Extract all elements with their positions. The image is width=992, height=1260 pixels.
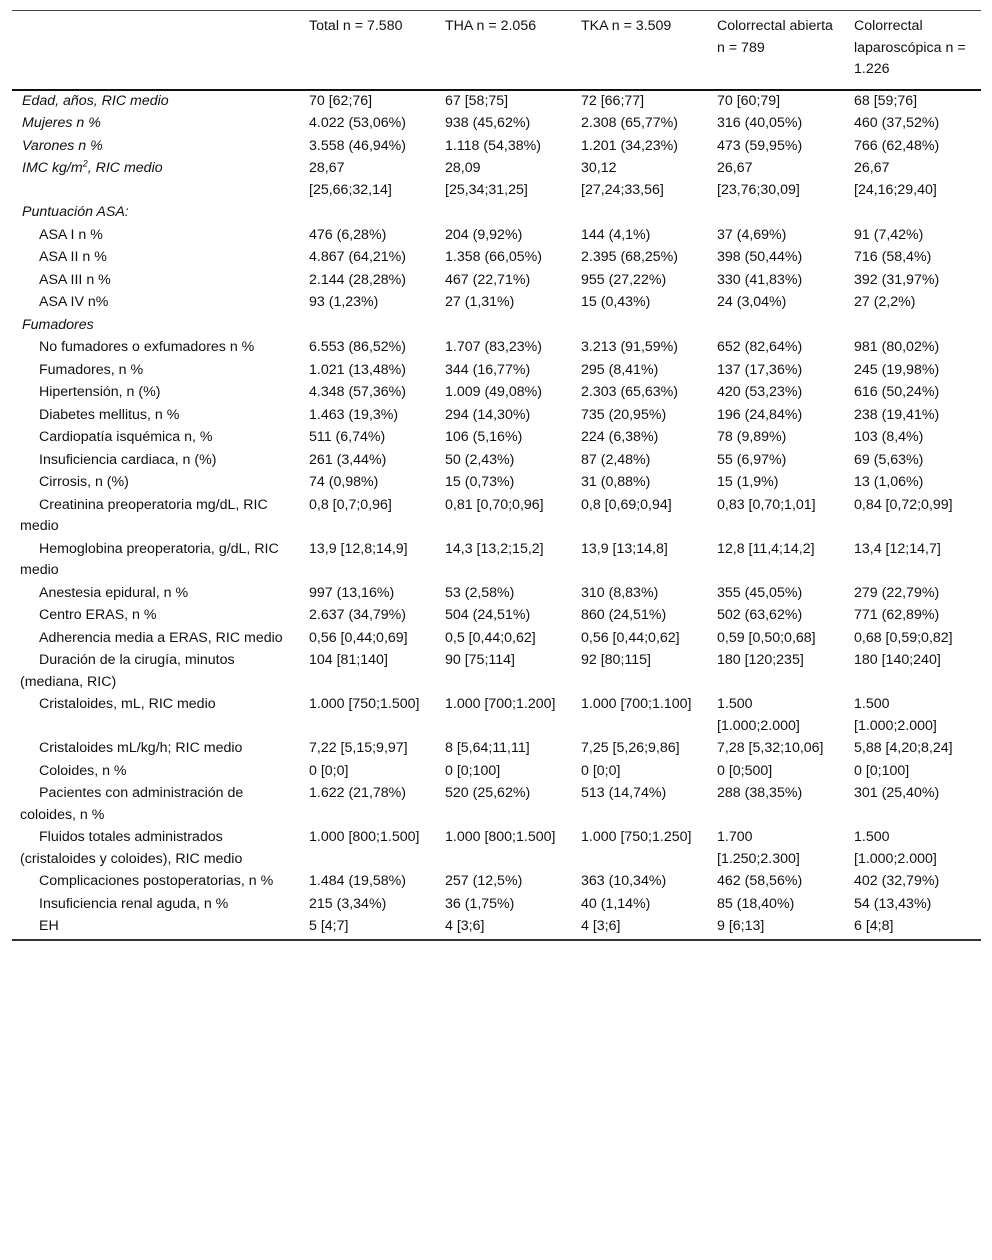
table-cell: 37 (4,69%) [717, 226, 787, 243]
table-cell: 4 [3;6] [445, 918, 485, 934]
table-row [12, 916, 981, 940]
table-cell: 0 [0;100] [854, 762, 910, 779]
table-row [12, 90, 981, 114]
table-cell: 78 (9,89%) [717, 429, 787, 445]
table-row [12, 315, 981, 338]
table-cell: 0 [0;0] [309, 762, 349, 779]
table-cell: 476 (6,28%) [309, 226, 387, 243]
table-cell: 938 (45,62%) [445, 115, 531, 131]
column-header: Total n = 7.580 [309, 18, 403, 34]
table-cell: 30,12 [27,24;33,56] [581, 160, 664, 198]
table-cell: 288 (38,35%) [717, 785, 803, 801]
table-cell: 28,09 [25,34;31,25] [445, 160, 528, 198]
table-cell: 467 (22,71%) [445, 271, 531, 288]
table-cell: 103 (8,4%) [854, 429, 924, 445]
table-cell: 0,84 [0,72;0,99] [854, 496, 953, 513]
table-cell: 716 (58,4%) [854, 249, 932, 265]
row-label: Centro ERAS, n % [39, 607, 157, 623]
table-cell: 1.000 [700;1.200] [445, 696, 556, 712]
table-cell [707, 202, 844, 225]
table-cell: 363 (10,34%) [581, 873, 667, 889]
table-cell: 137 (17,36%) [717, 361, 803, 378]
row-label: Cirrosis, n (%) [39, 474, 129, 490]
table-row [12, 738, 981, 761]
row-label-text: IMC kg/m [22, 160, 83, 176]
data-table [12, 10, 981, 941]
table-cell: 196 (24,84%) [717, 406, 803, 423]
data-table-container [12, 10, 981, 941]
row-label: ASA II n % [39, 249, 107, 265]
table-cell: 1.484 (19,58%) [309, 873, 407, 889]
table-cell: 502 (63,62%) [717, 607, 803, 623]
row-label: ASA IV n% [39, 294, 109, 310]
table-cell: 257 (12,5%) [445, 873, 523, 889]
table-cell: 0 [0;500] [717, 762, 773, 779]
table-cell: 7,28 [5,32;10,06] [717, 740, 824, 756]
table-cell: 5,88 [4,20;8,24] [854, 740, 953, 756]
table-row [12, 871, 981, 894]
table-cell: 69 (5,63%) [854, 451, 924, 468]
row-label-text: , RIC medio [87, 160, 163, 176]
header-row [12, 11, 981, 90]
table-cell: 0,56 [0,44;0,69] [309, 629, 408, 646]
table-cell: 70 [60;79] [717, 92, 781, 109]
table-cell: 70 [62;76] [309, 92, 373, 109]
table-cell: 1.500 [1.000;2.000] [854, 696, 937, 734]
table-cell [571, 315, 707, 338]
table-cell: 5 [4;7] [309, 918, 349, 934]
table-cell: 7,22 [5,15;9,97] [309, 740, 408, 756]
table-cell: 55 (6,97%) [717, 451, 787, 468]
row-label: Insuficiencia renal aguda, n % [39, 895, 229, 912]
table-cell: 4 [3;6] [581, 918, 621, 934]
table-cell [435, 202, 571, 225]
table-row [12, 136, 981, 159]
table-body [12, 90, 981, 940]
table-cell: 392 (31,97%) [854, 271, 940, 288]
table-row [12, 225, 981, 248]
table-cell: 31 (0,88%) [581, 474, 651, 490]
row-label: Complicaciones postoperatorias, n % [39, 873, 274, 889]
table-cell: 981 (80,02%) [854, 339, 940, 355]
column-header: Colorrectal laparoscópica n = 1.226 [854, 18, 966, 77]
row-label-superscript: 2 [82, 158, 88, 169]
row-label [12, 158, 299, 202]
table-cell: 735 (20,95%) [581, 406, 667, 423]
table-cell: 1.500 [1.000;2.000] [717, 696, 800, 734]
row-label: Cardiopatía isquémica n, % [39, 429, 213, 445]
table-cell: 40 (1,14%) [581, 895, 651, 912]
table-cell: 2.144 (28,28%) [309, 271, 407, 288]
table-cell: 27 (1,31%) [445, 294, 515, 310]
table-cell: 106 (5,16%) [445, 429, 523, 445]
table-cell: 295 (8,41%) [581, 361, 659, 378]
row-label: Duración de la cirugía, minutos (mediana, RIC) [20, 652, 235, 690]
table-row [12, 247, 981, 270]
table-cell: 204 (9,92%) [445, 226, 523, 243]
table-cell: 0,8 [0,7;0,96] [309, 496, 392, 513]
table-cell: 1.500 [1.000;2.000] [854, 829, 937, 867]
table-cell: 2.308 (65,77%) [581, 115, 679, 131]
table-cell: 87 (2,48%) [581, 451, 651, 468]
row-label: Edad, años, RIC medio [22, 92, 169, 109]
table-cell: 462 (58,56%) [717, 873, 803, 889]
table-cell: 26,67 [23,76;30,09] [717, 160, 800, 198]
table-cell [299, 315, 435, 338]
table-cell: 7,25 [5,26;9,86] [581, 740, 680, 756]
table-row [12, 427, 981, 450]
table-cell: 15 (0,43%) [581, 294, 651, 310]
column-header: Colorrectal abierta n = 789 [717, 18, 833, 56]
table-row [12, 539, 981, 583]
table-cell: 0,5 [0,44;0,62] [445, 629, 536, 646]
table-cell: 771 (62,89%) [854, 607, 940, 623]
row-label: No fumadores o exfumadores n % [39, 339, 255, 355]
table-cell: 0,56 [0,44;0,62] [581, 629, 680, 646]
table-cell [299, 202, 435, 225]
table-cell: 15 (0,73%) [445, 474, 515, 490]
table-cell: 0 [0;0] [581, 762, 621, 779]
row-label: Creatinina preoperatoria mg/dL, RIC medio [20, 496, 268, 534]
table-cell: 180 [120;235] [717, 652, 804, 668]
table-cell: 1.622 (21,78%) [309, 785, 407, 801]
table-cell: 92 [80;115] [581, 652, 651, 668]
table-row [12, 605, 981, 628]
row-label: Anestesia epidural, n % [39, 584, 189, 601]
row-label: Diabetes mellitus, n % [39, 406, 180, 423]
table-cell: 74 (0,98%) [309, 474, 379, 490]
table-cell: 1.000 [750;1.250] [581, 829, 692, 845]
table-cell: 1.463 (19,3%) [309, 406, 399, 423]
table-cell: 0,68 [0,59;0,82] [854, 629, 953, 646]
table-row [12, 827, 981, 871]
table-cell: 860 (24,51%) [581, 607, 667, 623]
table-cell: 0,59 [0,50;0,68] [717, 629, 816, 646]
row-label: Adherencia media a ERAS, RIC medio [39, 629, 283, 646]
table-cell [435, 315, 571, 338]
table-row [12, 202, 981, 225]
table-cell: 53 (2,58%) [445, 584, 515, 601]
table-cell: 4.348 (57,36%) [309, 384, 407, 400]
row-label: Mujeres n % [22, 115, 101, 131]
table-cell [707, 315, 844, 338]
table-row [12, 472, 981, 495]
table-cell: 13,9 [13;14,8] [581, 540, 668, 557]
table-cell: 144 (4,1%) [581, 226, 651, 243]
table-cell: 93 (1,23%) [309, 294, 379, 310]
row-label: Hipertensión, n (%) [39, 384, 161, 400]
table-cell: 67 [58;75] [445, 92, 509, 109]
table-cell: 261 (3,44%) [309, 451, 387, 468]
table-cell: 0 [0;100] [445, 762, 501, 779]
column-header: TKA n = 3.509 [581, 18, 672, 34]
table-cell: 13,4 [12;14,7] [854, 540, 941, 557]
table-cell: 511 (6,74%) [309, 429, 386, 445]
table-cell: 398 (50,44%) [717, 249, 803, 265]
table-cell: 330 (41,83%) [717, 271, 803, 288]
table-cell: 104 [81;140] [309, 652, 388, 668]
table-cell: 766 (62,48%) [854, 137, 940, 154]
table-row [12, 382, 981, 405]
table-cell: 68 [59;76] [854, 92, 918, 109]
table-cell: 355 (45,05%) [717, 584, 803, 601]
table-cell: 85 (18,40%) [717, 895, 795, 912]
table-cell: 1.000 [750;1.500] [309, 696, 420, 712]
row-label: Fumadores, n % [39, 361, 144, 378]
table-cell: 1.118 (54,38%) [445, 137, 541, 154]
table-cell: 1.000 [800;1.500] [309, 829, 420, 845]
table-cell: 279 (22,79%) [854, 584, 940, 601]
table-cell: 1.358 (66,05%) [445, 249, 543, 265]
table-cell: 1.000 [700;1.100] [581, 696, 692, 712]
table-cell: 460 (37,52%) [854, 115, 940, 131]
table-cell: 12,8 [11,4;14,2] [717, 540, 815, 557]
table-cell: 955 (27,22%) [581, 271, 667, 288]
table-cell: 238 (19,41%) [854, 406, 940, 423]
table-cell: 15 (1,9%) [717, 474, 779, 490]
table-cell [571, 202, 707, 225]
table-cell: 294 (14,30%) [445, 406, 531, 423]
table-cell: 90 [75;114] [445, 652, 515, 668]
table-cell: 1.021 (13,48%) [309, 361, 407, 378]
table-cell: 14,3 [13,2;15,2] [445, 540, 544, 557]
table-row [12, 292, 981, 315]
table-row [12, 694, 981, 738]
table-row [12, 405, 981, 428]
table-cell: 0,8 [0,69;0,94] [581, 496, 672, 513]
table-row [12, 450, 981, 473]
table-cell: 9 [6;13] [717, 918, 765, 934]
table-cell: 6.553 (86,52%) [309, 339, 407, 355]
table-row [12, 628, 981, 651]
row-label: Insuficiencia cardiaca, n (%) [39, 451, 217, 468]
table-cell: 27 (2,2%) [854, 294, 916, 310]
table-cell: 652 (82,64%) [717, 339, 803, 355]
table-cell: 513 (14,74%) [581, 785, 667, 801]
table-row [12, 360, 981, 383]
table-cell: 301 (25,40%) [854, 785, 940, 801]
table-cell: 13 (1,06%) [854, 474, 924, 490]
table-cell: 3.558 (46,94%) [309, 137, 407, 154]
row-label: Cristaloides mL/kg/h; RIC medio [39, 740, 243, 756]
table-row [12, 113, 981, 136]
row-label: Hemoglobina preoperatoria, g/dL, RIC medio [20, 540, 279, 578]
table-cell: 8 [5,64;11,11] [445, 740, 530, 756]
table-cell: 180 [140;240] [854, 652, 941, 668]
table-cell: 2.395 (68,25%) [581, 249, 679, 265]
table-row [12, 783, 981, 827]
table-cell: 473 (59,95%) [717, 137, 803, 154]
table-row [12, 270, 981, 293]
row-label: Fluidos totales administrados (cristaloides y coloides), RIC medio [20, 829, 243, 867]
table-cell: 0,83 [0,70;1,01] [717, 496, 816, 513]
table-cell: 4.022 (53,06%) [309, 115, 407, 131]
table-cell: 28,67 [25,66;32,14] [309, 160, 392, 198]
row-label: Coloides, n % [39, 762, 127, 779]
table-row [12, 650, 981, 694]
column-header [12, 11, 299, 90]
table-row [12, 583, 981, 606]
table-cell: 54 (13,43%) [854, 895, 932, 912]
row-label: EH [39, 918, 59, 934]
table-cell: 1.000 [800;1.500] [445, 829, 556, 845]
table-cell: 316 (40,05%) [717, 115, 803, 131]
table-cell: 24 (3,04%) [717, 294, 787, 310]
table-row [12, 158, 981, 202]
table-cell: 2.637 (34,79%) [309, 607, 407, 623]
row-label: Puntuación ASA: [22, 204, 129, 220]
table-row [12, 894, 981, 917]
table-cell: 36 (1,75%) [445, 895, 515, 912]
table-cell: 91 (7,42%) [854, 226, 924, 243]
table-cell: 72 [66;77] [581, 92, 645, 109]
row-label: Cristaloides, mL, RIC medio [39, 696, 216, 712]
table-cell: 504 (24,51%) [445, 607, 531, 623]
column-header: THA n = 2.056 [445, 18, 537, 34]
row-label: ASA I n % [39, 226, 103, 243]
row-label: Pacientes con administración de coloides, n % [20, 785, 244, 823]
table-cell: 1.707 (83,23%) [445, 339, 543, 355]
table-cell: 224 (6,38%) [581, 429, 659, 445]
table-cell: 616 (50,24%) [854, 384, 940, 400]
table-cell: 0,81 [0,70;0,96] [445, 496, 544, 513]
table-cell: 520 (25,62%) [445, 785, 531, 801]
table-cell: 420 (53,23%) [717, 384, 803, 400]
row-label: Varones n % [22, 137, 103, 154]
table-row [12, 761, 981, 784]
table-cell [844, 315, 981, 338]
table-cell: 310 (8,83%) [581, 584, 659, 601]
table-cell: 3.213 (91,59%) [581, 339, 679, 355]
table-cell: 215 (3,34%) [309, 895, 387, 912]
table-cell: 245 (19,98%) [854, 361, 940, 378]
table-cell [844, 202, 981, 225]
table-cell: 6 [4;8] [854, 918, 894, 934]
table-cell: 1.700 [1.250;2.300] [717, 829, 800, 867]
table-cell: 1.201 (34,23%) [581, 137, 679, 154]
table-row [12, 337, 981, 360]
table-cell: 402 (32,79%) [854, 873, 940, 889]
table-cell: 26,67 [24,16;29,40] [854, 160, 937, 198]
table-row [12, 495, 981, 539]
table-cell: 4.867 (64,21%) [309, 249, 407, 265]
table-cell: 13,9 [12,8;14,9] [309, 540, 408, 557]
table-cell: 2.303 (65,63%) [581, 384, 679, 400]
table-cell: 50 (2,43%) [445, 451, 515, 468]
table-cell: 997 (13,16%) [309, 584, 395, 601]
row-label: ASA III n % [39, 271, 111, 288]
row-label: Fumadores [22, 316, 94, 333]
table-cell: 344 (16,77%) [445, 361, 531, 378]
table-cell: 1.009 (49,08%) [445, 384, 543, 400]
